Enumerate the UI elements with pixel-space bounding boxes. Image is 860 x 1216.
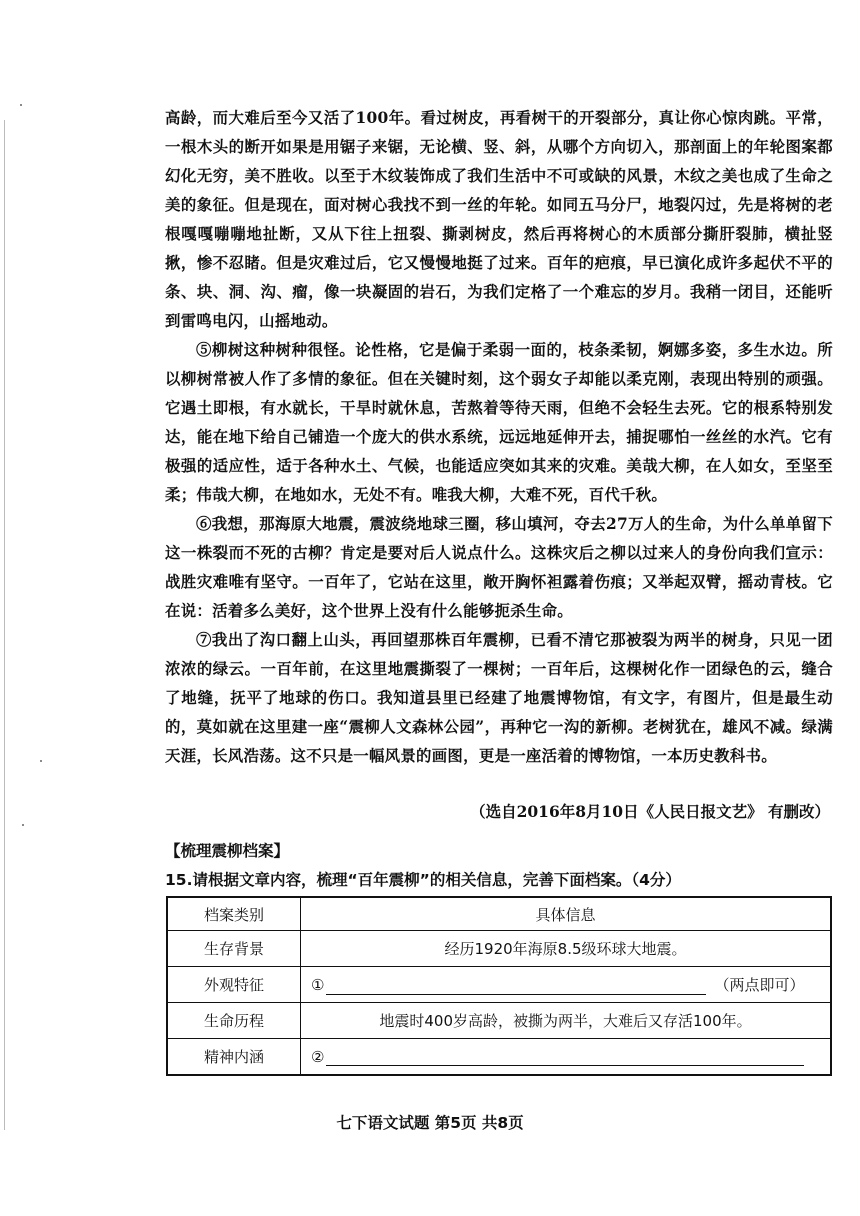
scan-speck	[22, 824, 24, 826]
paragraph-continued: 高龄，而大难后至今又活了100年。看过树皮，再看树干的开裂部分，真让你心惊肉跳。平常，一根木头的断开如果是用锯子来锯，无论横、竖、斜，从哪个方向切入，那剖面上的年轮图案都幻化无穷，美不胜收。以至于木纹装饰成了我们生活中不可或缺的风景，木纹之美也成了生命之美的象征。但是现在，面对树心我找不到一丝的年轮。如同五马分尸，地裂闪过，先是将树的老根嘎嘎嘣嘣地扯断，又从下往上扭裂、撕剥树皮，然后再将树心的木质部分撕肝裂肺，横扯竖揪，惨不忍睹。但是灾难过后，它又慢慢地挺了过来。百年的疤痕，早已演化成许多起伏不平的条、块、洞、沟、瘤，像一块凝固的岩石，为我们定格了一个难忘的岁月。我稍一闭目，还能听到雷鸣电闪，山摇地动。	[165, 109, 833, 330]
header-category: 档案类别	[167, 897, 301, 931]
table-header-row	[167, 897, 831, 931]
paragraph-7: ⑦我出了沟口翻上山头，再回望那株百年震柳，已看不清它那被裂为两半的树身，只见一团浓浓的绿云。一百年前，在这里地震撕裂了一棵树；一百年后，这棵树化作一团绿色的云，缝合了地缝，抚平了地球的伤口。我知道县里已经建了地震博物馆，有文字，有图片，但是最生动的，莫如就在这里建一座“震柳人文森林公园”，再种它一沟的新柳。老树犹在，雄风不减。绿满天涯，长风浩荡。这不只是一幅风景的画图，更是一座活着的博物馆，一本历史教科书。	[165, 631, 833, 765]
row-value: 经历1920年海原8.5级环球大地震。	[301, 931, 832, 967]
row-label: 精神内涵	[167, 1039, 301, 1076]
scan-speck	[20, 104, 22, 106]
header-info: 具体信息	[301, 897, 832, 931]
row-label: 生存背景	[167, 931, 301, 967]
section-title: 【梳理震柳档案】	[165, 842, 290, 860]
answer-marker-1: ①	[311, 976, 325, 994]
scan-margin-line	[4, 120, 5, 1130]
row-label: 生命历程	[167, 1003, 301, 1039]
source-citation: （选自2016年8月10日《人民日报文艺》 有删改）	[470, 802, 830, 821]
page-footer: 七下语文试题 第5页 共8页	[336, 1114, 524, 1132]
scan-speck	[40, 760, 42, 762]
answer-cell-2	[301, 1039, 832, 1076]
paragraph-5: ⑤柳树这种树种很怪。论性格，它是偏于柔弱一面的，枝条柔韧，婀娜多姿，多生水边。所以柳树常被人作了多情的象征。但在关键时刻，这个弱女子却能以柔克刚，表现出特别的顽强。它遇土即根，有水就长，干旱时就休息，苦熬着等待天雨，但绝不会轻生去死。它的根系特别发达，能在地下给自己铺造一个庞大的供水系统，远远地延伸开去，捕捉哪怕一丝丝的水汽。它有极强的适应性，适于各种水土、气候，也能适应突如其来的灾难。美哉大柳，在人如女，至坚至柔；伟哉大柳，在地如水，无处不有。唯我大柳，大难不死，百代千秋。	[165, 341, 833, 504]
table-row	[167, 1039, 831, 1076]
archive-table	[166, 896, 832, 1076]
answer-cell-1	[301, 967, 832, 1003]
table-row	[167, 931, 831, 967]
row-label: 外观特征	[167, 967, 301, 1003]
answer-note: （两点即可）	[714, 976, 805, 994]
paragraph-6: ⑥我想，那海原大地震，震波绕地球三圈，移山填河，夺去27万人的生命，为什么单单留下这一株裂而不死的古柳？肯定是要对后人说点什么。这株灾后之柳以过来人的身份向我们宣示：战胜灾难唯有坚守。一百年了，它站在这里，敞开胸怀袒露着伤痕；又举起双臂，摇动青枝。它在说：活着多么美好，这个世界上没有什么能够扼杀生命。	[165, 515, 833, 620]
row-value: 地震时400岁高龄，被撕为两半，大难后又存活100年。	[301, 1003, 832, 1039]
question-15: 15.请根据文章内容，梳理“百年震柳”的相关信息，完善下面档案。（4分）	[165, 871, 681, 889]
table-row	[167, 967, 831, 1003]
answer-marker-2: ②	[311, 1047, 325, 1066]
reading-passage	[165, 104, 833, 771]
table-row	[167, 1003, 831, 1039]
answer-blank-1[interactable]	[326, 978, 706, 995]
answer-blank-2[interactable]	[326, 1049, 804, 1066]
